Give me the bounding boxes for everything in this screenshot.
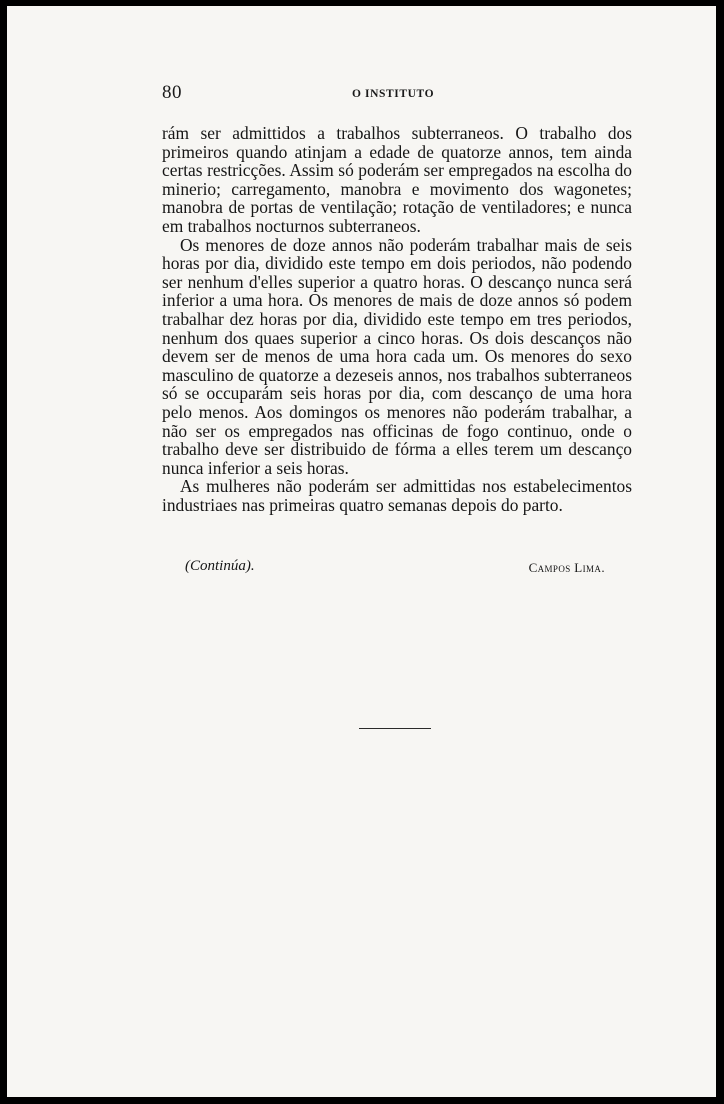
section-divider bbox=[359, 728, 431, 729]
paragraph: rám ser admittidos a trabalhos subterraneos. O trabalho dos primeiros quando atinjam a edade de quatorze annos, tem ainda certas restricções. Assim só poderám ser empregados na escolha do minerio; carregamento, manobra e movimento dos wagonetes; manobra de portas de ventilação; rotação de ventiladores; e nunca em trabalhos nocturnos subterraneos. bbox=[162, 123, 632, 236]
page-number: 80 bbox=[162, 82, 182, 103]
article-signoff bbox=[185, 558, 605, 580]
article-body bbox=[162, 124, 632, 514]
paragraph: Os menores de doze annos não poderám trabalhar mais de seis horas por dia, dividido este tempo em dois periodos, não podendo ser nenhum d'elles superior a quatro horas. O descanço nunca será inferior a uma hora. Os menores de mais de doze annos só podem trabalhar dez horas por dia, dividido este tempo em tres periodos, nenhum dos quaes superior a cinco horas. Os dois descanços não devem ser de menos de uma hora cada um. Os menores do sexo masculino de quatorze a dezeseis annos, nos trabalhos subterraneos só se occuparám seis horas por dia, com descanço de uma hora pelo menos. Aos domingos os menores não poderám trabalhar, a não ser os empregados nas officinas de fogo continuo, onde o trabalho deve ser distribuido de fórma a elles terem um descanço nunca inferior a seis horas. bbox=[162, 234, 632, 478]
continues-note: (Continúa). bbox=[185, 558, 255, 574]
running-title: O INSTITUTO bbox=[352, 88, 435, 100]
book-page bbox=[7, 6, 716, 1097]
paragraph: As mulheres não poderám ser admittidas nos estabelecimentos industriaes nas primeiras quatro semanas depois do parto. bbox=[162, 476, 632, 515]
page-header bbox=[162, 82, 572, 106]
author-signature: Campos Lima. bbox=[528, 560, 605, 575]
